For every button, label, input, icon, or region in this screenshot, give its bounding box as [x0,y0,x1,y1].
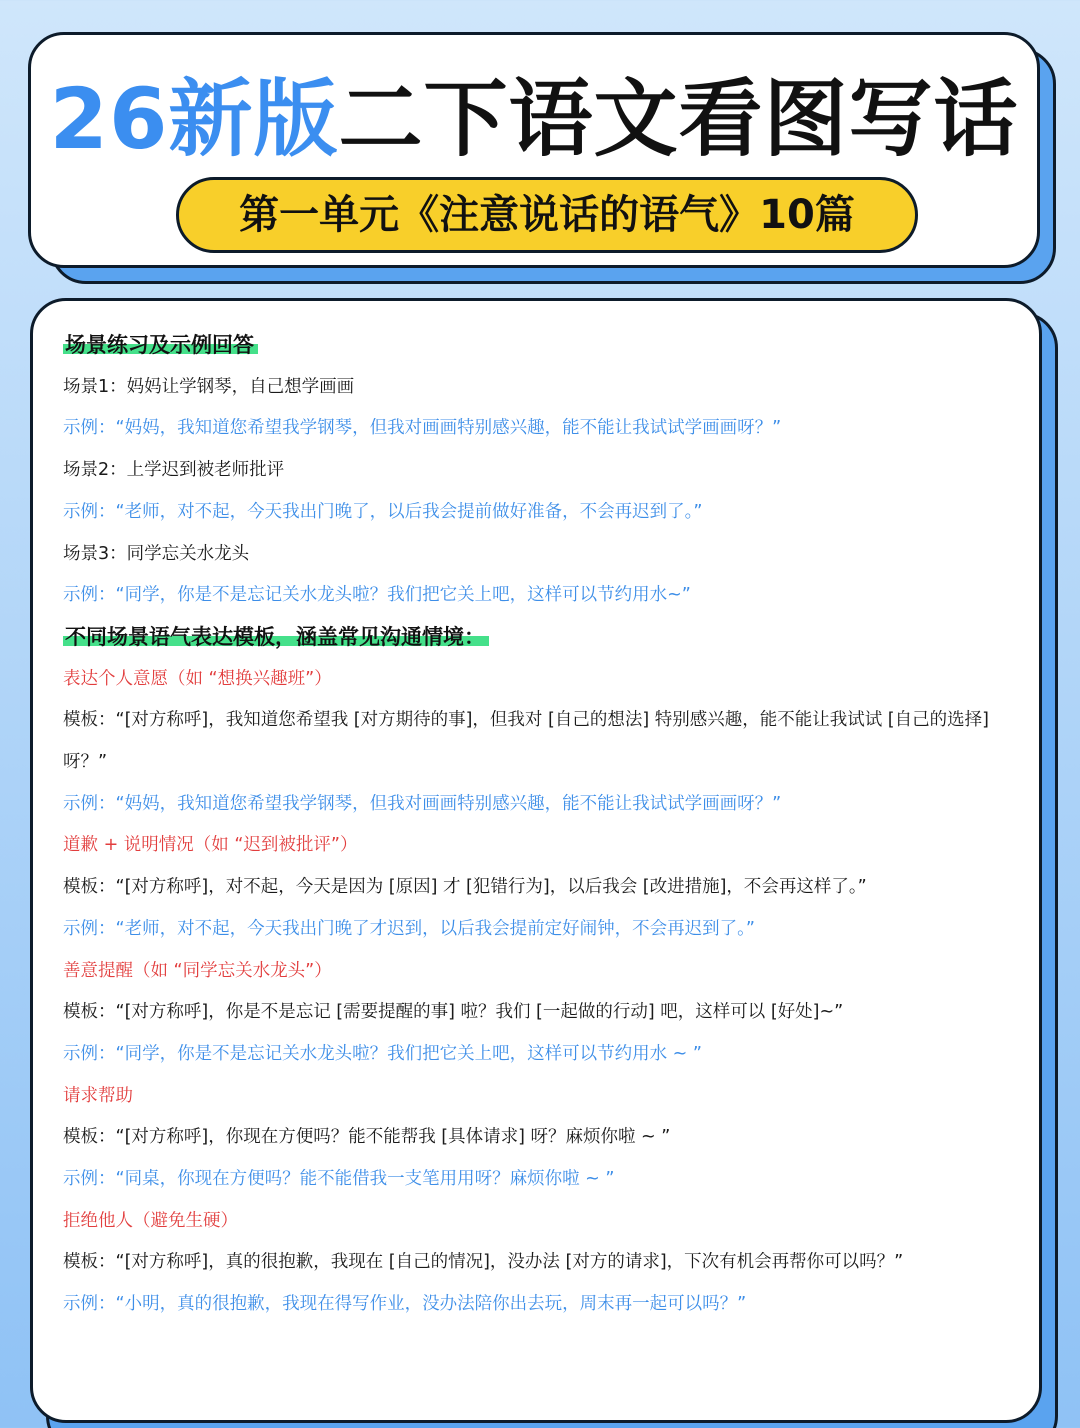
category-apology: 道歉 + 说明情况（如 “迟到被批评”） [63,835,358,856]
title-main: 二下语文看图写话 [338,70,1019,168]
scene-3: 场景3：同学忘关水龙头 [63,543,250,564]
scene-2-example: 示例：“老师，对不起，今天我出门晚了，以后我会提前做好准备，不会再迟到了。” [63,501,703,522]
header-card [28,32,1040,268]
scene-1: 场景1：妈妈让学钢琴，自己想学画画 [63,376,355,397]
section-heading-templates: 不同场景语气表达模板，涵盖常见沟通情境： [63,617,1009,659]
subtitle-pill: 第一单元《注意说话的语气》10篇 [176,177,918,253]
category-ask-help: 请求帮助 [63,1085,133,1106]
scene-2: 场景2：上学迟到被老师批评 [63,460,285,481]
scene-1-example: 示例：“妈妈，我知道您希望我学钢琴，但我对画画特别感兴趣，能不能让我试试学画画呀？” [63,418,782,439]
template-kind-reminder: 模板：“[对方称呼]，你是不是忘记 [需要提醒的事] 啦？我们 [一起做的行动] 吧，这样可以 [好处]~” [63,1002,844,1023]
example-ask-help: 示例：“同桌，你现在方便吗？能不能借我一支笔用用呀？麻烦你啦 ~ ” [63,1169,615,1190]
example-apology: 示例：“老师，对不起，今天我出门晚了才迟到，以后我会提前定好闹钟，不会再迟到了。” [63,918,755,939]
scene-3-example: 示例：“同学，你是不是忘记关水龙头啦？我们把它关上吧，这样可以节约用水~” [63,585,691,606]
template-apology: 模板：“[对方称呼]，对不起，今天是因为 [原因] 才 [犯错行为]，以后我会 [改进措施]，不会再这样了。” [63,877,867,898]
example-personal-wish: 示例：“妈妈，我知道您希望我学钢琴，但我对画画特别感兴趣，能不能让我试试学画画呀？” [63,793,782,814]
content-body [63,325,1009,1326]
category-kind-reminder: 善意提醒（如 “同学忘关水龙头”） [63,960,332,981]
content-card [30,298,1042,1423]
template-ask-help: 模板：“[对方称呼]，你现在方便吗？能不能帮我 [具体请求] 呀？麻烦你啦 ~ ” [63,1127,671,1148]
template-personal-wish: 模板：“[对方称呼]，我知道您希望我 [对方期待的事]，但我对 [自己的想法] 特别感兴趣，能不能让我试试 [自己的选择] 呀？” [63,710,989,773]
title-accent: 26新版 [49,70,339,168]
template-refuse: 模板：“[对方称呼]，真的很抱歉，我现在 [自己的情况]，没办法 [对方的请求]，下次有机会再帮你可以吗？” [63,1252,904,1273]
example-kind-reminder: 示例：“同学，你是不是忘记关水龙头啦？我们把它关上吧，这样可以节约用水 ~ ” [63,1043,702,1064]
example-refuse: 示例：“小明，真的很抱歉，我现在得写作业，没办法陪你出去玩，周末再一起可以吗？” [63,1294,747,1315]
section-heading-scenes: 场景练习及示例回答 [63,325,1009,367]
category-personal-wish: 表达个人意愿（如 “想换兴趣班”） [63,668,332,689]
page-title [31,69,1037,169]
category-refuse: 拒绝他人（避免生硬） [63,1210,238,1231]
